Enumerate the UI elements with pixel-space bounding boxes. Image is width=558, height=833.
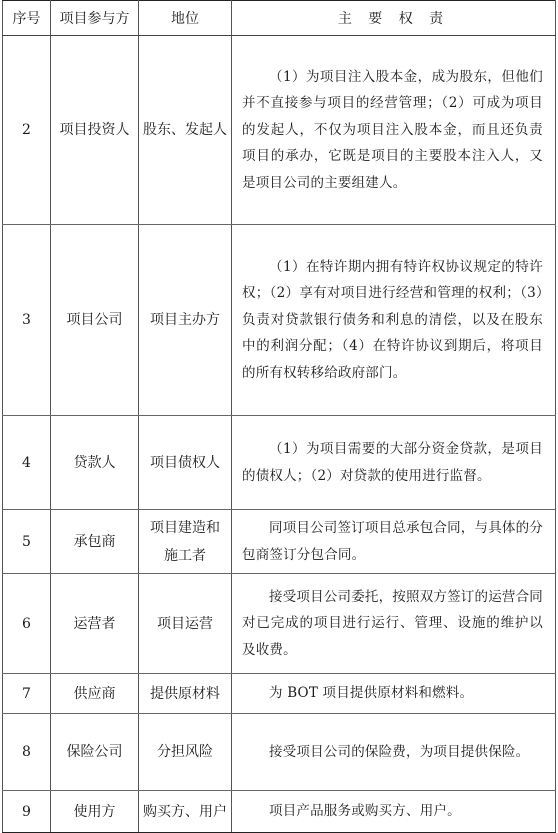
cell-duties: 为 BOT 项目提供原材料和燃料。 <box>232 674 556 714</box>
cell-no: 6 <box>3 574 51 674</box>
table-row <box>3 714 556 791</box>
header-position: 地位 <box>139 1 232 36</box>
cell-duties: 项目产品服务或购买方、用户。 <box>232 791 556 833</box>
cell-party: 项目公司 <box>51 225 139 416</box>
header-row <box>3 1 556 36</box>
cell-party: 承包商 <box>51 510 139 574</box>
cell-duties: （1）为项目需要的大部分资金贷款，是项目的债权人；（2）对贷款的使用进行监督。 <box>232 416 556 510</box>
bot-participants-table <box>2 0 556 833</box>
table-row <box>3 36 556 225</box>
cell-position: 购买方、用户 <box>139 791 232 833</box>
table-row <box>3 510 556 574</box>
table-row <box>3 791 556 833</box>
cell-duties: 同项目公司签订项目总承包合同，与具体的分包商签订分包合同。 <box>232 510 556 574</box>
cell-duties: （1）在特许期内拥有特许权协议规定的特许权；（2）享有对项目进行经营和管理的权利；（3）负责对贷款银行债务和利息的清偿，以及在股东中的利润分配；（4）在特许协议到期后，将项目的所有权转移给政府部门。 <box>232 225 556 416</box>
cell-party: 使用方 <box>51 791 139 833</box>
cell-duties: 接受项目公司委托，按照双方签订的运营合同对已完成的项目进行运行、管理、设施的维护以及收费。 <box>232 574 556 674</box>
cell-no: 4 <box>3 416 51 510</box>
header-no: 序号 <box>3 1 51 36</box>
cell-party: 供应商 <box>51 674 139 714</box>
table-row <box>3 574 556 674</box>
cell-position: 分担风险 <box>139 714 232 791</box>
cell-no: 2 <box>3 36 51 225</box>
table-row <box>3 225 556 416</box>
cell-duties: 接受项目公司的保险费，为项目提供保险。 <box>232 714 556 791</box>
cell-duties: （1）为项目注入股本金，成为股东，但他们并不直接参与项目的经营管理；（2）可成为项目的发起人，不仅为项目注入股本金，而且还负责项目的承办，它既是项目的主要股本注入人，又是项目公司的主要组建人。 <box>232 36 556 225</box>
cell-no: 3 <box>3 225 51 416</box>
cell-no: 8 <box>3 714 51 791</box>
cell-position: 提供原材料 <box>139 674 232 714</box>
cell-party: 项目投资人 <box>51 36 139 225</box>
cell-position: 项目建造和施工者 <box>139 510 232 574</box>
header-party: 项目参与方 <box>51 1 139 36</box>
header-duties: 主 要 权 责 <box>232 1 556 36</box>
cell-position: 项目主办方 <box>139 225 232 416</box>
cell-no: 9 <box>3 791 51 833</box>
cell-position: 项目债权人 <box>139 416 232 510</box>
cell-party: 运营者 <box>51 574 139 674</box>
table-row <box>3 674 556 714</box>
cell-position: 项目运营 <box>139 574 232 674</box>
table-row <box>3 416 556 510</box>
cell-no: 5 <box>3 510 51 574</box>
cell-party: 保险公司 <box>51 714 139 791</box>
cell-no: 7 <box>3 674 51 714</box>
cell-position: 股东、发起人 <box>139 36 232 225</box>
cell-party: 贷款人 <box>51 416 139 510</box>
